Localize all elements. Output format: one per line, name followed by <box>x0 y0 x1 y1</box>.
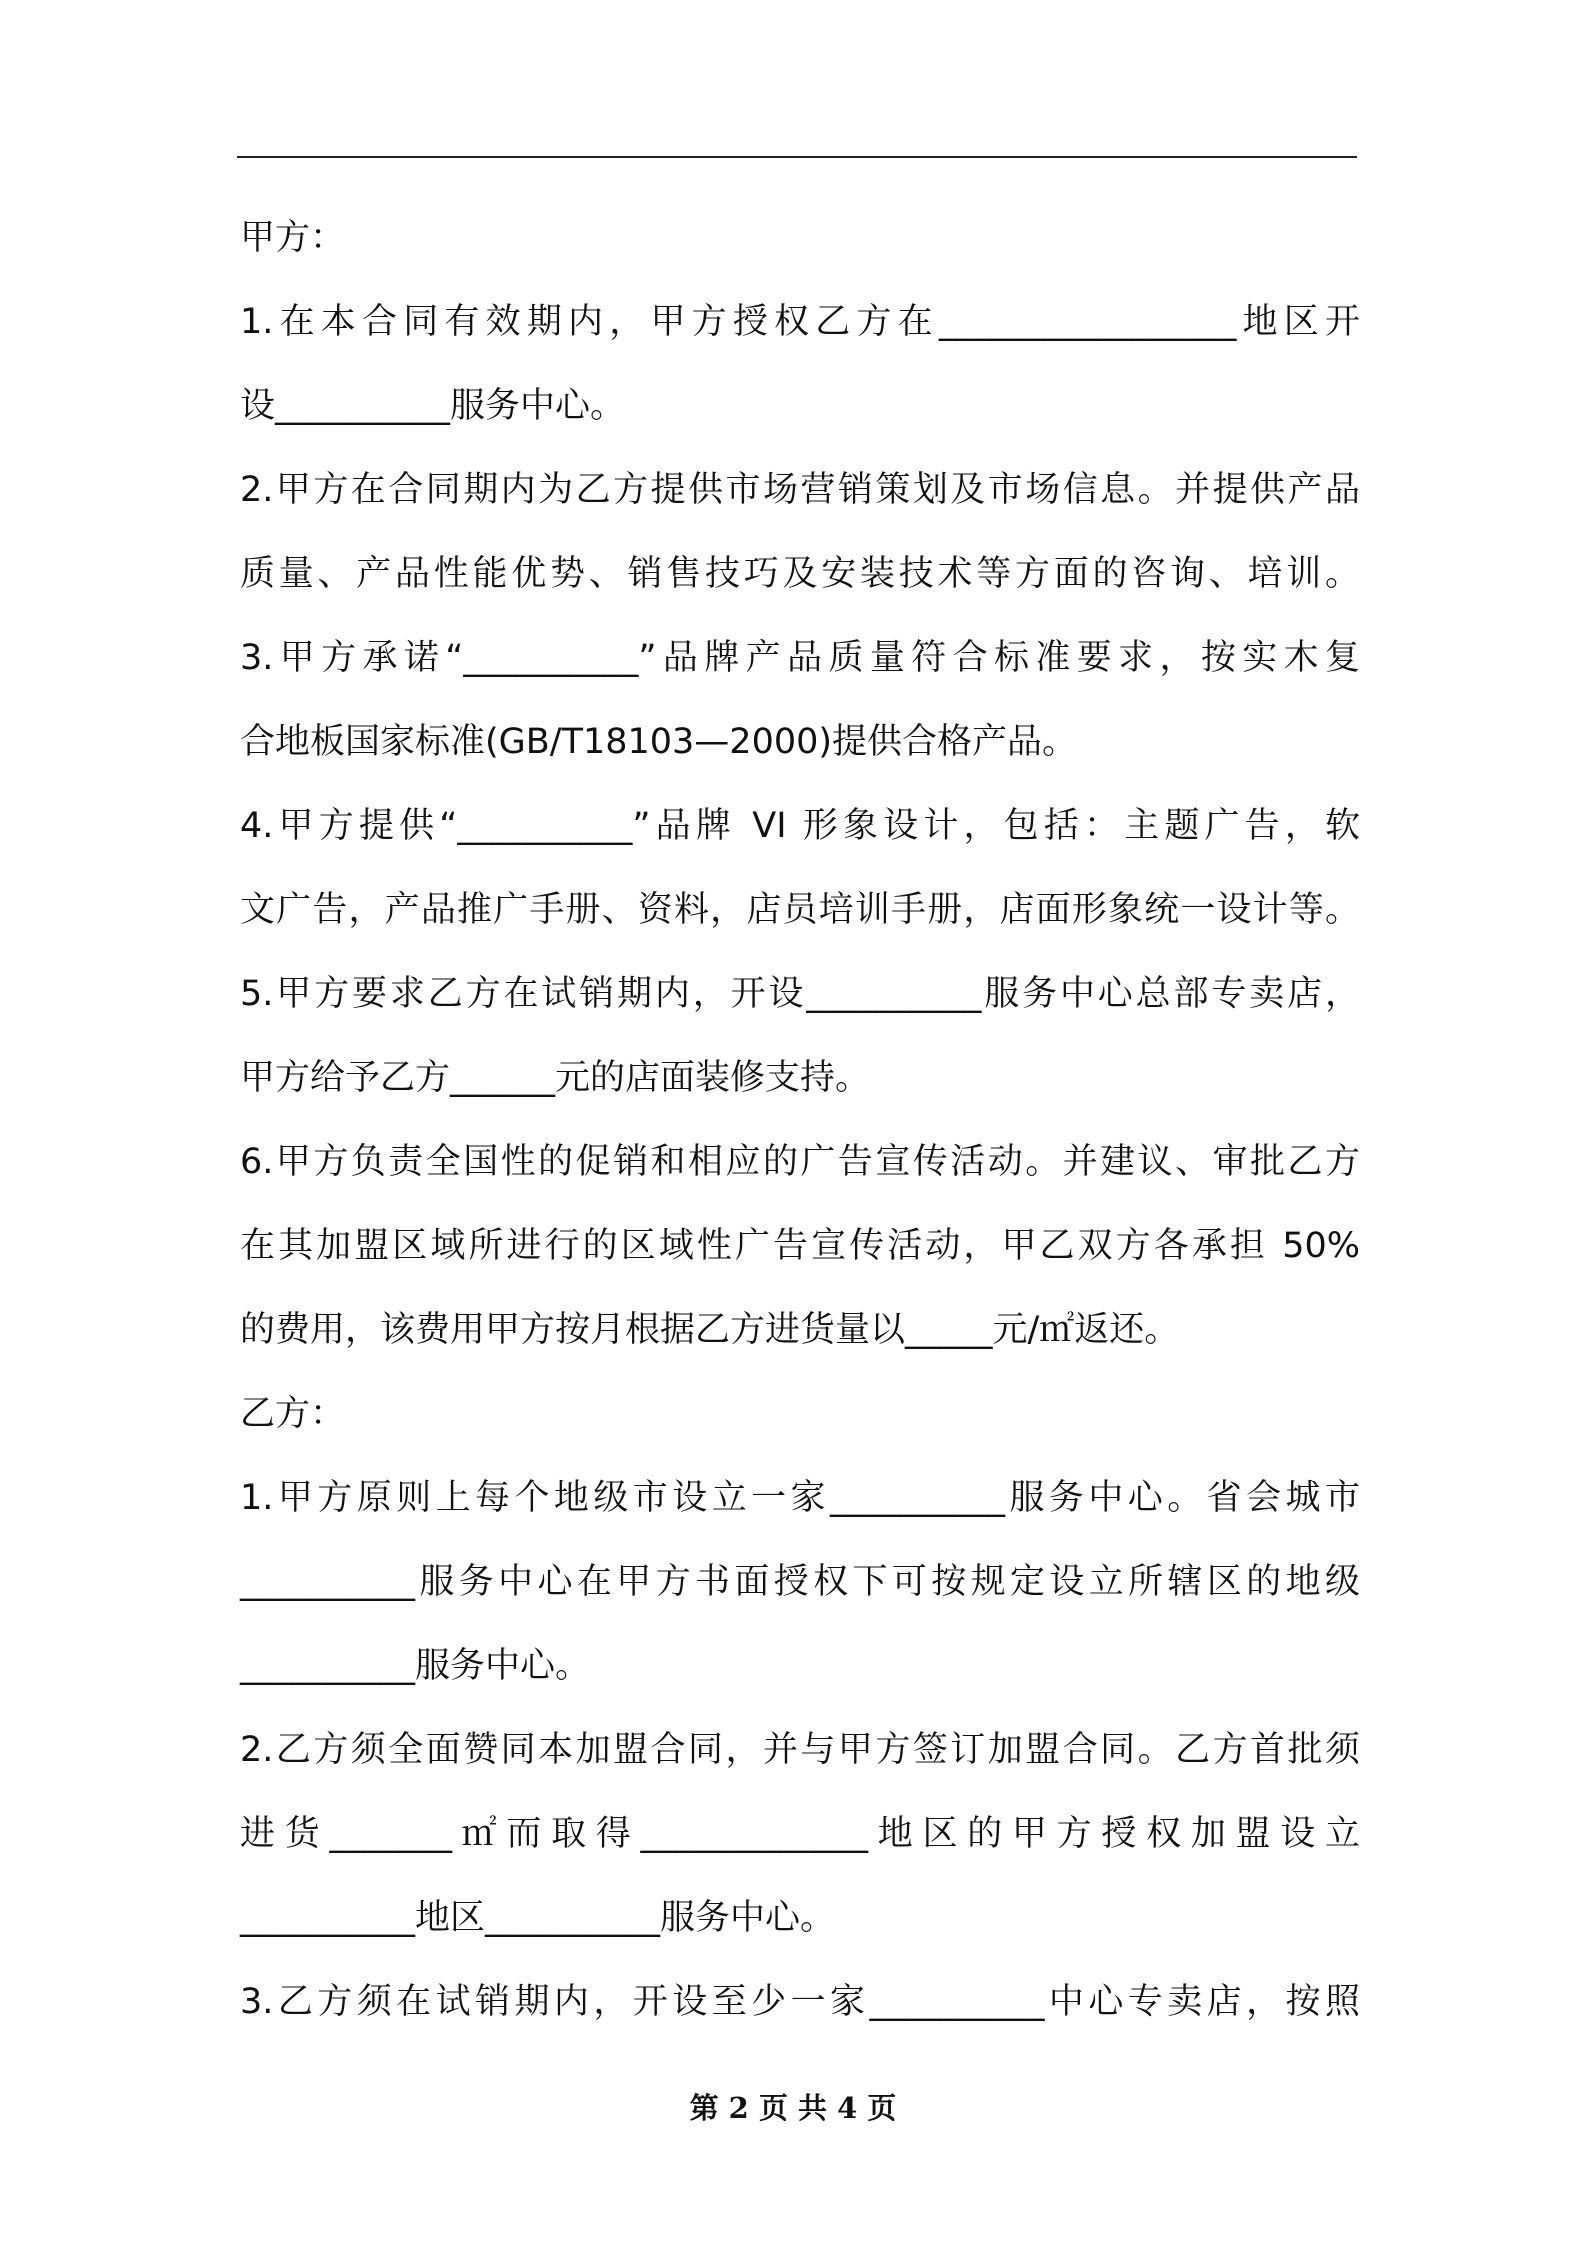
text-line: 5.甲方要求乙方在试销期内，开设__________服务中心总部专卖店， <box>240 974 1360 1014</box>
text-line: 1.在本合同有效期内，甲方授权乙方在_________________地区开 <box>240 302 1360 342</box>
page-number: 第 2 页 共 4 页 <box>689 2091 897 2125</box>
text-line: 质量、产品性能优势、销售技巧及安装技术等方面的咨询、培训。 <box>240 554 1360 594</box>
text-line: 进货_______㎡而取得_____________地区的甲方授权加盟设立 <box>240 1814 1360 1854</box>
text-line: 2.甲方在合同期内为乙方提供市场营销策划及市场信息。并提供产品 <box>240 470 1360 510</box>
text-line: 1.甲方原则上每个地级市设立一家__________服务中心。省会城市 <box>240 1478 1360 1518</box>
text-line: 6.甲方负责全国性的促销和相应的广告宣传活动。并建议、审批乙方 <box>240 1142 1360 1182</box>
text-line: 3.乙方须在试销期内，开设至少一家__________中心专卖店，按照 <box>240 1982 1360 2022</box>
text-line: 设__________服务中心。 <box>240 386 626 426</box>
text-line: __________服务中心在甲方书面授权下可按规定设立所辖区的地级 <box>240 1562 1360 1602</box>
text-line: 的费用，该费用甲方按月根据乙方进货量以_____元/㎡返还。 <box>240 1310 1180 1350</box>
text-line: 在其加盟区域所进行的区域性广告宣传活动，甲乙双方各承担 50% <box>240 1226 1360 1266</box>
text-line: 合地板国家标准(GB/T18103—2000)提供合格产品。 <box>240 722 1078 762</box>
text-line: 4.甲方提供“__________”品牌 VI 形象设计，包括：主题广告，软 <box>240 806 1360 846</box>
text-line: __________地区__________服务中心。 <box>240 1898 836 1938</box>
text-line: 文广告，产品推广手册、资料，店员培训手册，店面形象统一设计等。 <box>240 890 1360 930</box>
text-line: 甲方： <box>240 218 346 258</box>
text-line: 2.乙方须全面赞同本加盟合同，并与甲方签订加盟合同。乙方首批须 <box>240 1730 1360 1770</box>
text-line: 3.甲方承诺“__________”品牌产品质量符合标准要求，按实木复 <box>240 638 1360 678</box>
text-line: 甲方给予乙方______元的店面装修支持。 <box>240 1058 871 1098</box>
contract-body <box>240 196 1360 2044</box>
header-rule <box>237 156 1357 158</box>
text-line: 乙方： <box>240 1394 346 1434</box>
text-line: __________服务中心。 <box>240 1646 591 1686</box>
